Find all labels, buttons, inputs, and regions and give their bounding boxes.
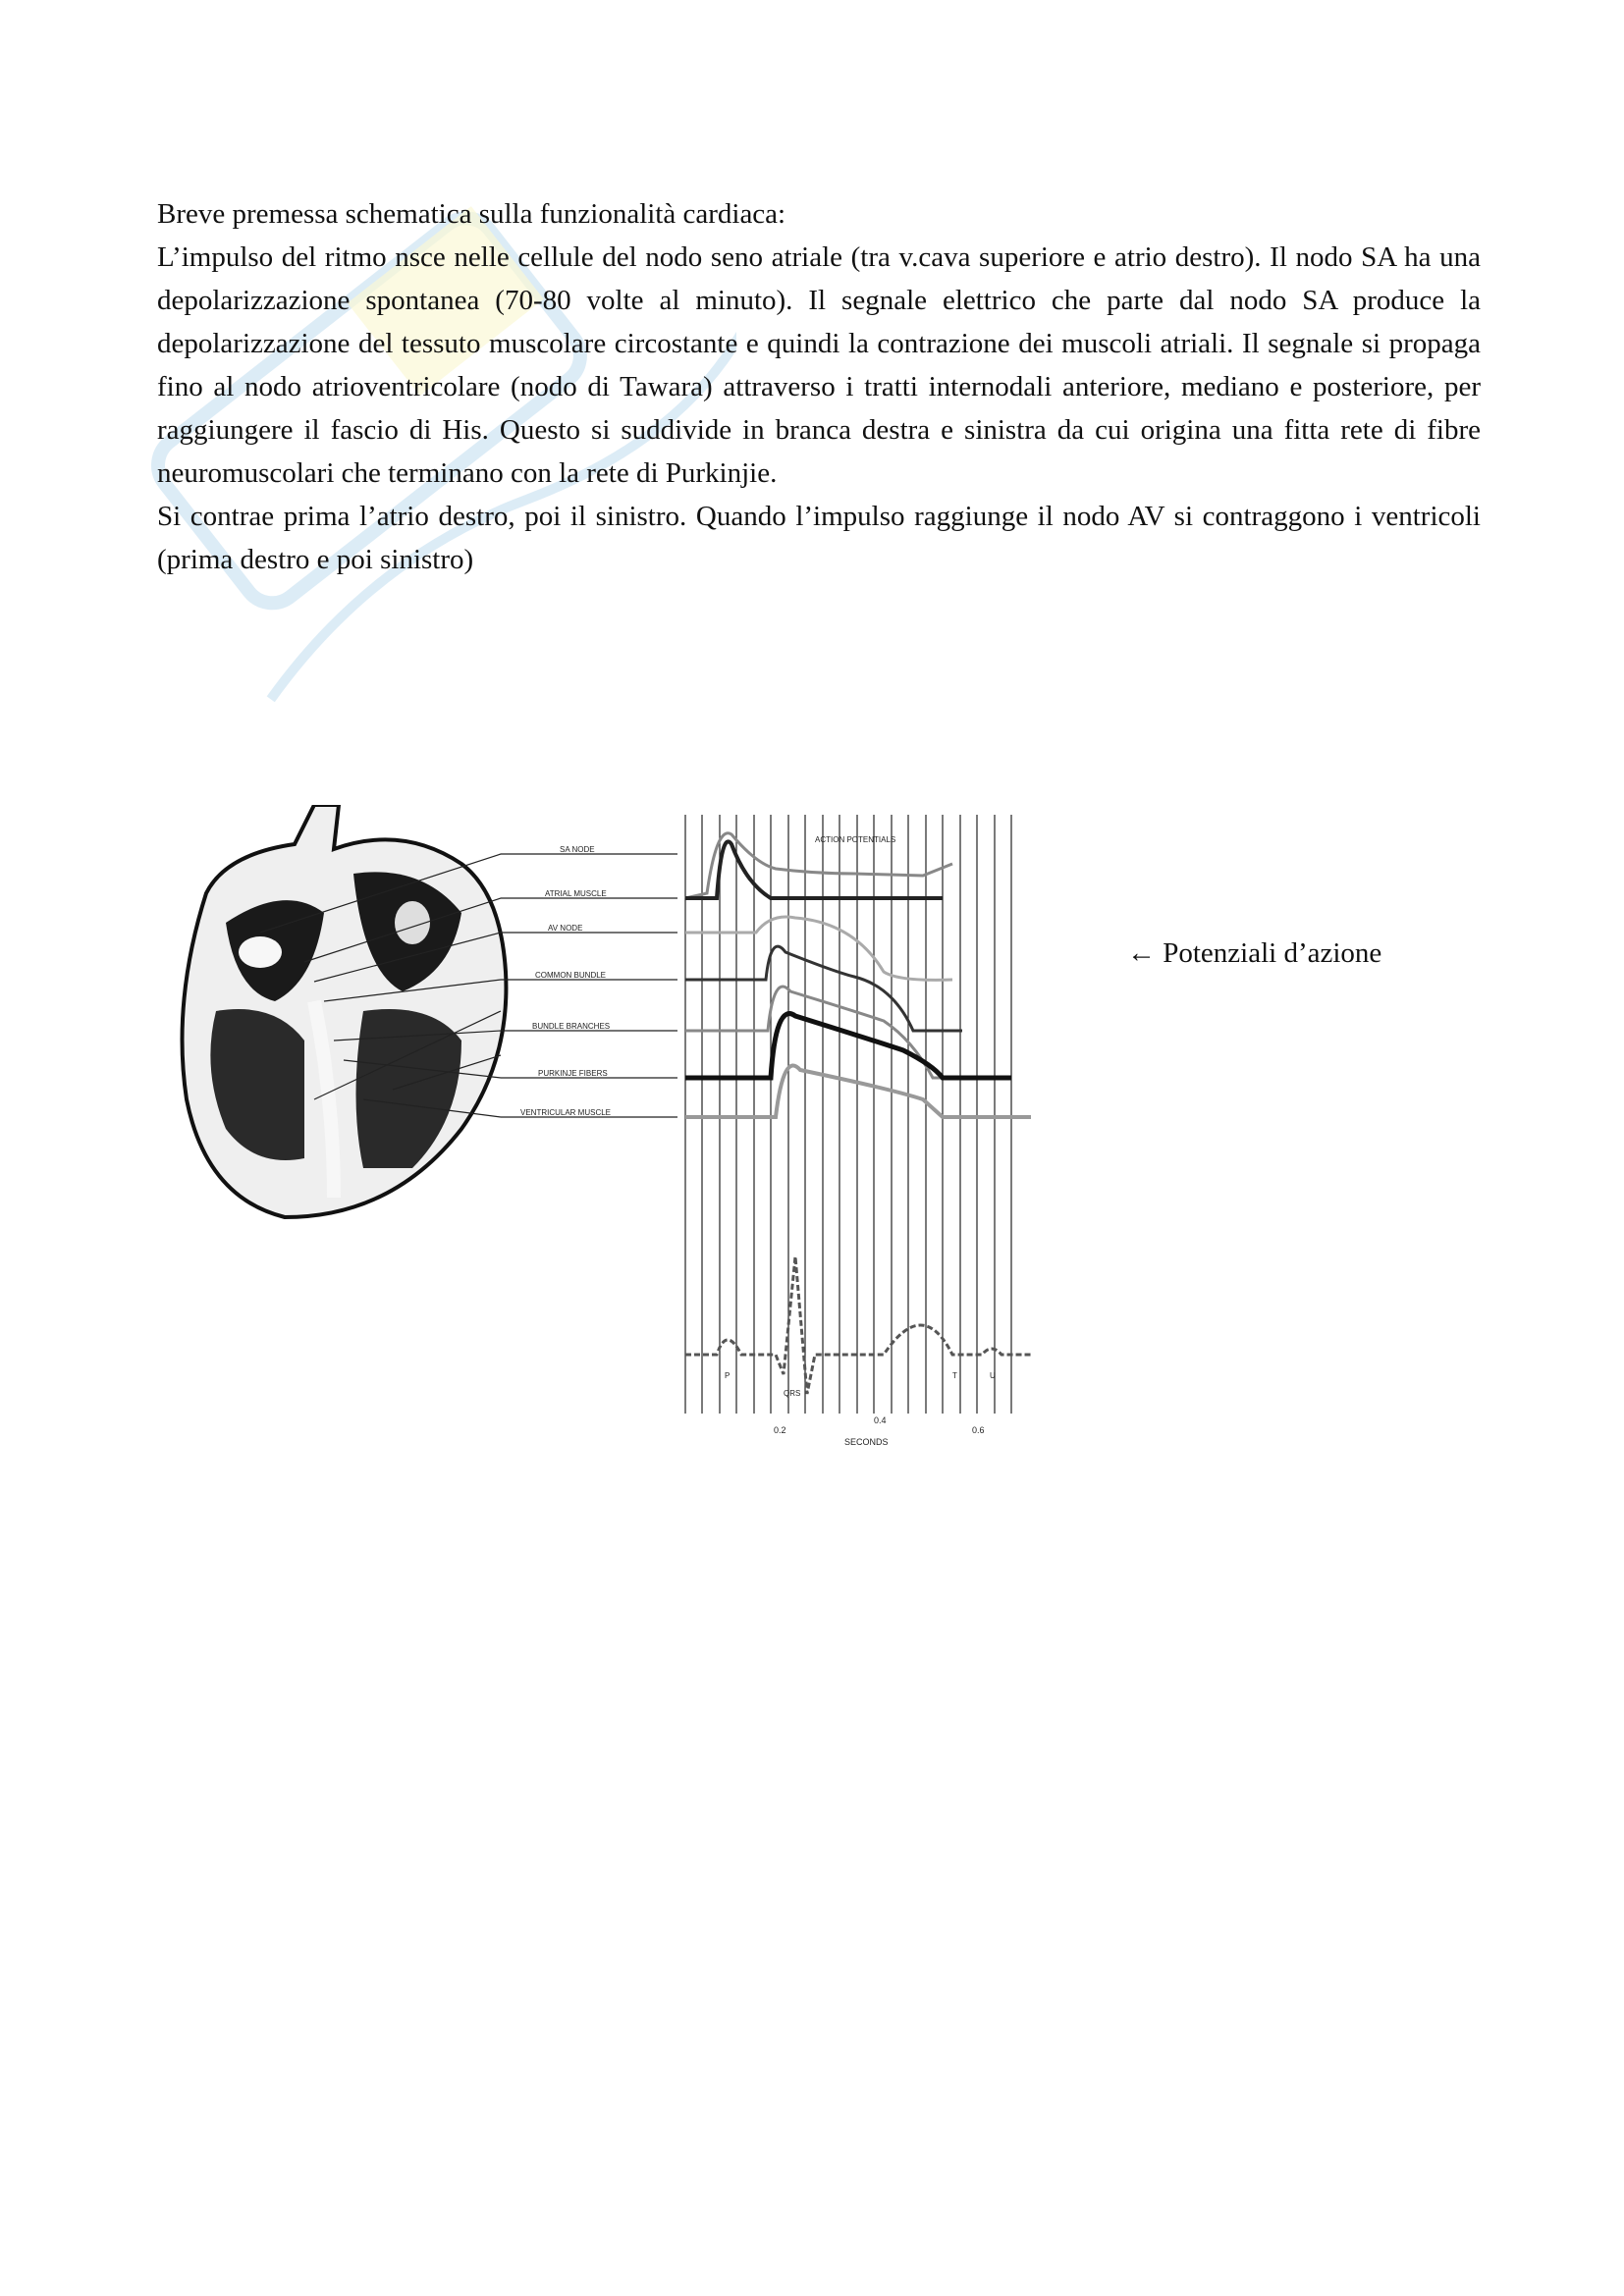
label-common-bundle: COMMON BUNDLE: [535, 971, 607, 980]
ecg-label-t: T: [952, 1371, 957, 1380]
ecg-label-u: U: [990, 1371, 996, 1380]
time-axis-label: SECONDS: [844, 1437, 889, 1447]
action-potential-traces: [685, 833, 1031, 1117]
tick-0-2: 0.2: [774, 1425, 786, 1435]
structure-labels: [520, 845, 611, 1117]
time-axis: [774, 1415, 985, 1447]
paragraph-impulse: L’impulso del ritmo nsce nelle cellule del nodo seno atriale (tra v.cava superiore e atrio destro). Il nodo SA ha una depolarizzazione spontanea (70-80 volte al minuto). Il segnale elettrico che parte dal nodo SA produce la depolarizzazione del tessuto muscolare circostante e quindi la contrazione dei muscoli atriali. Il segnale si propaga fino al nodo atrioventricolare (nodo di Tawara) attraverso i tratti internodali anteriore, mediano e posteriore, per raggiungere il fascio di His. Questo si suddivide in branca destra e sinistra da cui origina una fitta rete di fibre neuromuscolari che terminano con la rete di Purkinjie.: [157, 241, 1481, 489]
intro-heading: Breve premessa schematica sulla funzionalità cardiaca:: [157, 198, 786, 230]
trace-atrial-muscle: [685, 841, 943, 898]
trace-purkinje-fibers: [685, 1014, 1011, 1078]
tick-0-6: 0.6: [972, 1425, 985, 1435]
label-sa-node: SA NODE: [560, 845, 595, 854]
paragraph-contraction: Si contrae prima l’atrio destro, poi il sinistro. Quando l’impulso raggiunge il nodo AV si contraggono i ventricoli (prima destro e poi sinistro): [157, 501, 1481, 575]
figure-title: ACTION POTENTIALS: [815, 835, 896, 844]
figure-caption: ← Potenziali d’azione: [1127, 937, 1382, 969]
body-text: [157, 192, 1481, 581]
heart-illustration: [183, 805, 507, 1217]
label-bundle-branches: BUNDLE BRANCHES: [532, 1022, 611, 1031]
heart-action-potentials-figure: [167, 805, 1070, 1472]
label-purkinje-fibers: PURKINJE FIBERS: [538, 1069, 608, 1078]
label-atrial-muscle: ATRIAL MUSCLE: [545, 889, 607, 898]
ecg-label-qrs: QRS: [784, 1389, 801, 1398]
tick-0-4: 0.4: [874, 1415, 887, 1425]
trace-av-node: [685, 917, 952, 980]
trace-ventricular-muscle: [685, 1065, 1031, 1117]
label-av-node: AV NODE: [548, 924, 583, 933]
trace-common-bundle: [685, 946, 962, 1031]
ecg-label-p: P: [725, 1371, 731, 1380]
ecg-wave-labels: [725, 1371, 996, 1398]
time-grid: [685, 815, 1011, 1414]
label-ventricular-muscle: VENTRICULAR MUSCLE: [520, 1108, 612, 1117]
ecg-trace: [685, 1256, 1031, 1394]
